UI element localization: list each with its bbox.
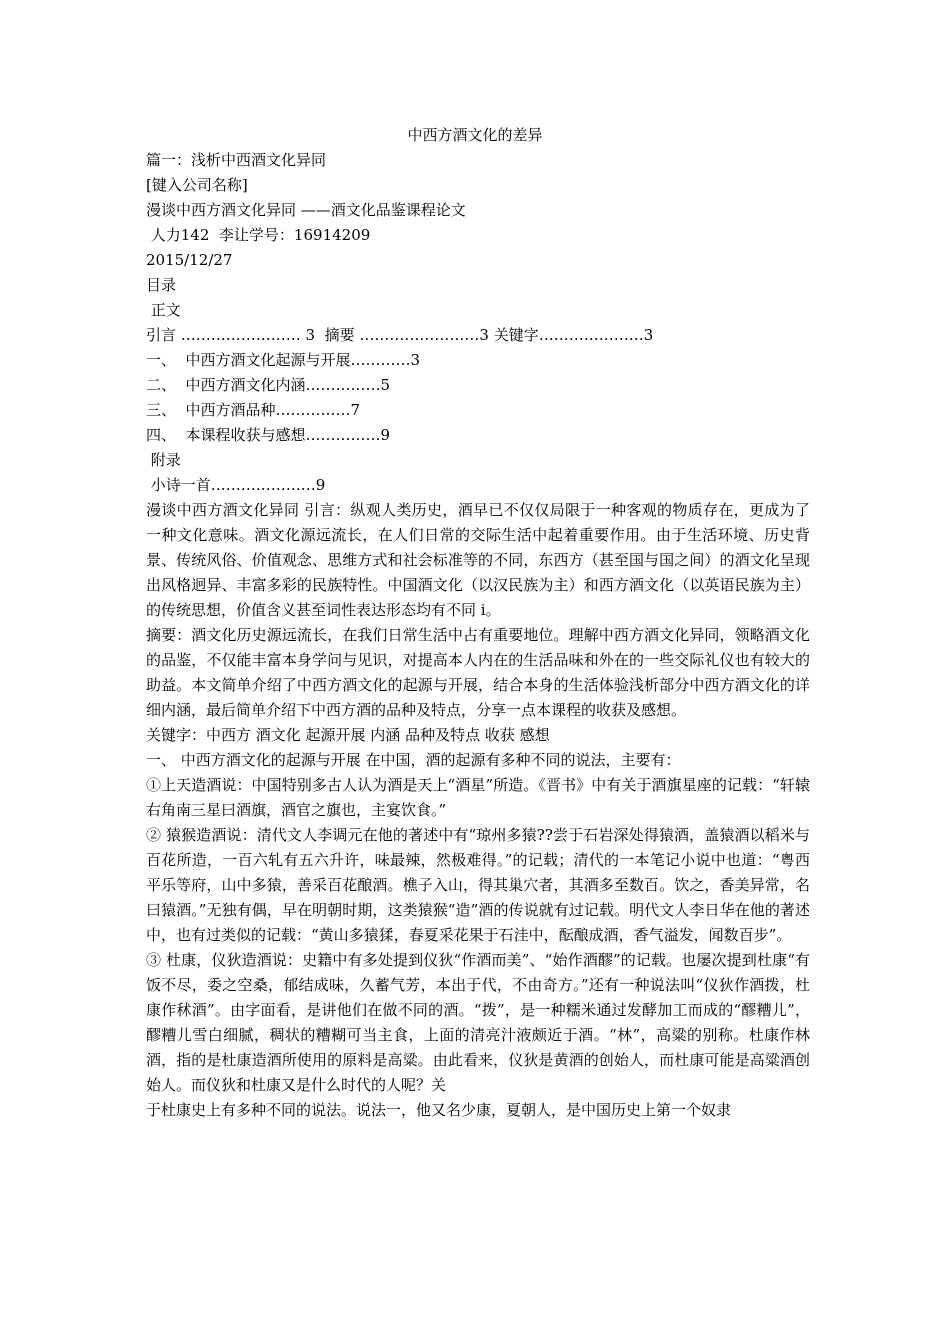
toc-line: 四、 本课程收获与感想……………9 <box>146 426 391 444</box>
front-line: 2015/12/27 <box>146 251 233 269</box>
body-paragraph: 漫谈中西方酒文化异同 引言：纵观人类历史，酒早已不仅仅局限于一种客观的物质存在，更成为了一种文化意味。酒文化源远流长，在人们日常的交际生活中起着重要作用。由于生活环境、历史背景、传统风俗、价值观念、思维方式和社会标准等的不同，东西方（甚至国与国之间）的酒文化呈现出风格迥异、丰富多彩的民族特性。中国酒文化（以汉民族为主）和西方酒文化（以英语民族为主）的传统思想，价值含义甚至词性表达形态均有不同 i。 <box>146 501 810 619</box>
document-body <box>146 148 810 1123</box>
toc-line: 三、 中西方酒品种……………7 <box>146 401 361 419</box>
body-paragraph: 于杜康史上有多种不同的说法。说法一，他又名少康，夏朝人，是中国历史上第一个奴隶 <box>146 1101 732 1119</box>
front-line: 人力142 李让学号：16914209 <box>146 226 371 244</box>
front-line: 篇一：浅析中西酒文化异同 <box>146 151 327 169</box>
body-paragraph: ② 猿猴造酒说：清代文人李调元在他的著述中有“琼州多猿??尝于石岩深处得猿酒，盖猿酒以稻米与百花所造，一百六轧有五六升许，味最辣，然极难得。”的记载；清代的一本笔记小说中也道：“粤西平乐等府，山中多猿，善采百花酿酒。樵子入山，得其巢穴者，其酒多至数百。饮之，香美异常，名曰猿酒。”无独有偶，早在明朝时期，这类猿猴“造”酒的传说就有过记载。明代文人李日华在他的著述中，也有过类似的记载：“黄山多猿猱，春夏采花果于石洼中，酝酿成酒，香气溢发，闻数百步”。 <box>146 826 810 944</box>
body-paragraph: 关键字：中西方 酒文化 起源开展 内涵 品种及特点 收获 感想 <box>146 726 550 744</box>
document-title: 中西方酒文化的差异 <box>407 126 543 144</box>
body-paragraph: ①上天造酒说：中国特别多古人认为酒是天上“酒星”所造。《晋书》中有关于酒旗星座的记载：“轩辕右角南三星曰酒旗，酒官之旗也，主宴饮食。” <box>146 776 810 819</box>
toc-line: 一、 中西方酒文化起源与开展…………3 <box>146 351 421 369</box>
front-line: 正文 <box>146 301 181 319</box>
body-paragraph: 摘要：酒文化历史源远流长，在我们日常生活中占有重要地位。理解中西方酒文化异同，领略酒文化的品鉴，不仅能丰富本身学问与见识，对提高本人内在的生活品味和外在的一些交际礼仪也有较大的助益。本文简单介绍了中西方酒文化的起源与开展，结合本身的生活体验浅析部分中西方酒文化的详细内涵，最后简单介绍下中西方酒的品种及特点，分享一点本课程的收获及感想。 <box>146 626 810 719</box>
front-line: 目录 <box>146 276 177 294</box>
toc-line: 二、 中西方酒文化内涵……………5 <box>146 376 391 394</box>
toc-line: 小诗一首…………………9 <box>146 476 326 494</box>
front-line: 漫谈中西方酒文化异同 ——酒文化品鉴课程论文 <box>146 201 466 219</box>
body-paragraph: 一、 中西方酒文化的起源与开展 在中国，酒的起源有多种不同的说法，主要有： <box>146 751 681 769</box>
body-paragraph: ③ 杜康，仪狄造酒说：史籍中有多处提到仪狄“作酒而美”、“始作酒醪”的记载。也屡次提到杜康“有饭不尽，委之空桑，郁结成味，久蓄气芳，本出于代，不由奇方。”还有一种说法叫“仪狄作酒拨，杜康作秫酒”。由字面看，是讲他们在做不同的酒。“拨”，是一种糯米通过发酵加工而成的“醪糟儿”，醪糟儿雪白细腻，稠状的糟糊可当主食，上面的清亮汁液颇近于酒。“林”，高粱的别称。杜康作林酒，指的是杜康造酒所使用的原料是高粱。由此看来，仪狄是黄酒的创始人，而杜康可能是高粱酒创始人。而仪狄和杜康又是什么时代的人呢？关 <box>146 951 810 1094</box>
toc-line: 引言 …………………… 3 摘要 ……………………3 关键字…………………3 <box>146 326 654 344</box>
toc-line: 附录 <box>146 451 181 469</box>
front-line: [键入公司名称] <box>146 176 248 194</box>
